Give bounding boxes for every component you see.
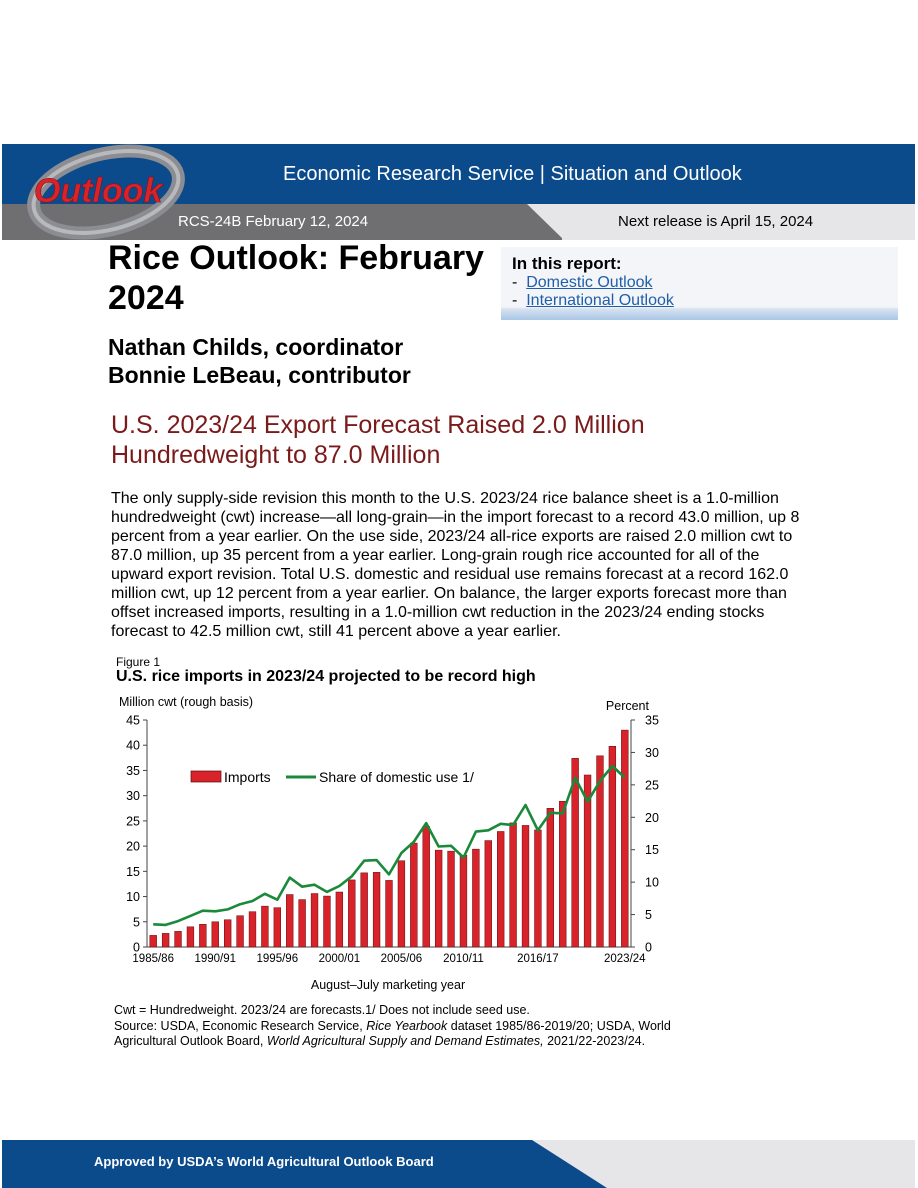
x-axis-label: August–July marketing year bbox=[310, 978, 466, 992]
imports-bar bbox=[311, 894, 318, 947]
domestic-outlook-link[interactable]: Domestic Outlook bbox=[526, 274, 653, 291]
report-link-row bbox=[512, 274, 652, 292]
legend-share-label: Share of domestic use 1/ bbox=[319, 769, 474, 785]
author-coordinator: Nathan Childs, coordinator bbox=[108, 334, 404, 360]
y2-tick-label: 25 bbox=[645, 778, 659, 793]
in-this-report-heading: In this report: bbox=[512, 254, 622, 273]
imports-bar bbox=[621, 730, 628, 947]
imports-bar bbox=[237, 916, 244, 947]
imports-bar bbox=[212, 922, 219, 947]
y-axis-label: Million cwt (rough basis) bbox=[119, 695, 254, 709]
author-contributor: Bonnie LeBeau, contributor bbox=[108, 362, 411, 388]
y-tick-label: 10 bbox=[126, 890, 140, 905]
imports-bar bbox=[535, 830, 542, 947]
imports-bar bbox=[609, 746, 616, 947]
imports-bar bbox=[286, 895, 293, 947]
y2-tick-label: 35 bbox=[645, 713, 659, 728]
figure-title: U.S. rice imports in 2023/24 projected to be record high bbox=[116, 668, 536, 685]
imports-bar bbox=[510, 823, 517, 947]
y-tick-label: 20 bbox=[126, 839, 140, 854]
imports-bar bbox=[386, 880, 393, 947]
y2-tick-label: 0 bbox=[645, 940, 652, 955]
imports-bar bbox=[299, 900, 306, 947]
y2-tick-label: 30 bbox=[645, 745, 659, 760]
imports-bar bbox=[435, 850, 442, 947]
y2-tick-label: 10 bbox=[645, 875, 659, 890]
imports-bar bbox=[559, 801, 566, 947]
y2-axis-label: Percent bbox=[605, 699, 649, 713]
imports-bar bbox=[336, 892, 343, 947]
authors bbox=[108, 333, 411, 389]
footnote-source: Source: USDA, Economic Research Service, Rice Yearbook dataset 1985/86-2019/20; USDA, World Agricultural Outlook Board, World Agricultural Supply and Demand Estimates, 2021/22-2023/24. bbox=[114, 1018, 671, 1048]
imports-bar bbox=[361, 873, 368, 947]
imports-bar bbox=[324, 896, 331, 947]
headline: U.S. 2023/24 Export Forecast Raised 2.0 Million Hundredweight to 87.0 Million bbox=[111, 411, 645, 469]
page-title: Rice Outlook: February 2024 bbox=[108, 239, 484, 317]
x-tick-label: 2016/17 bbox=[517, 953, 559, 965]
logo-text: Outlook bbox=[34, 172, 163, 210]
imports-bar bbox=[448, 851, 455, 947]
imports-bar bbox=[522, 825, 529, 947]
y-tick-label: 15 bbox=[126, 864, 140, 879]
x-tick-label: 1985/86 bbox=[132, 953, 174, 965]
x-tick-label: 2023/24 bbox=[604, 953, 646, 965]
imports-bar bbox=[162, 933, 169, 947]
y-tick-label: 5 bbox=[133, 915, 140, 930]
imports-bar bbox=[150, 935, 157, 947]
imports-bar bbox=[410, 843, 417, 947]
imports-bar bbox=[261, 906, 268, 947]
y-tick-label: 40 bbox=[126, 738, 140, 753]
imports-bar bbox=[547, 808, 554, 947]
x-tick-label: 1995/96 bbox=[256, 953, 299, 965]
imports-bar bbox=[460, 855, 467, 947]
imports-bar bbox=[373, 872, 380, 947]
report-link-row bbox=[512, 292, 674, 310]
legend-imports-label: Imports bbox=[224, 769, 271, 785]
imports-bar bbox=[485, 841, 492, 947]
figure-label: Figure 1 bbox=[116, 655, 161, 669]
y-tick-label: 35 bbox=[126, 763, 140, 778]
y-tick-label: 25 bbox=[126, 814, 140, 829]
banner-title: Economic Research Service | Situation and Outlook bbox=[283, 163, 742, 185]
imports-bar bbox=[497, 831, 504, 947]
outlook-logo bbox=[26, 142, 186, 242]
imports-bar bbox=[398, 861, 405, 947]
bullet: - bbox=[512, 274, 518, 291]
x-tick-label: 1990/91 bbox=[194, 953, 237, 965]
imports-bar bbox=[224, 920, 231, 947]
x-tick-label: 2010/11 bbox=[443, 953, 484, 965]
report-id: RCS-24B February 12, 2024 bbox=[178, 213, 369, 230]
y2-tick-label: 15 bbox=[645, 843, 659, 858]
imports-bar bbox=[199, 924, 206, 947]
x-tick-label: 2005/06 bbox=[380, 953, 423, 965]
imports-bar bbox=[472, 849, 479, 947]
footer-text: Approved by USDA’s World Agricultural Outlook Board bbox=[94, 1154, 434, 1169]
bullet: - bbox=[512, 292, 518, 309]
imports-bar bbox=[274, 908, 281, 947]
figure-footnote bbox=[114, 1003, 714, 1050]
international-outlook-link[interactable]: International Outlook bbox=[526, 292, 674, 309]
next-release: Next release is April 15, 2024 bbox=[618, 213, 814, 230]
y-tick-label: 0 bbox=[133, 940, 140, 955]
body-paragraph: The only supply-side revision this month to the U.S. 2023/24 rice balance sheet is a 1.0-million hundredweight (cwt) increase—all long-grain—in the import forecast to a record 43.0 million, up 8 percent from a year earlier. On the use side, 2023/24 all-rice exports are raised 2.0 million cwt to 87.0 million, up 35 percent from a year earlier. Long-grain rough rice accounted for all of the upward export revision. Total U.S. domestic and residual use remains forecast at a record 162.0 million cwt, up 12 percent from a year earlier. On balance, the larger exports forecast more than offset increased imports, resulting in a 1.0-million cwt reduction in the 2023/24 ending stocks forecast to 42.5 million cwt, still 41 percent above a year earlier. bbox=[111, 490, 800, 640]
imports-bar bbox=[187, 927, 194, 947]
chart-legend bbox=[191, 769, 474, 785]
y-tick-label: 45 bbox=[126, 713, 140, 728]
y2-tick-label: 5 bbox=[645, 908, 652, 923]
imports-bar bbox=[348, 880, 355, 947]
imports-bar bbox=[175, 931, 182, 947]
footnote-line: Cwt = Hundredweight. 2023/24 are forecasts.1/ Does not include seed use. bbox=[114, 1003, 530, 1017]
imports-bar bbox=[249, 912, 256, 947]
y2-tick-label: 20 bbox=[645, 810, 659, 825]
legend-imports-swatch bbox=[191, 771, 221, 782]
imports-bar bbox=[423, 826, 430, 947]
y-tick-label: 30 bbox=[126, 789, 140, 804]
imports-chart bbox=[100, 690, 660, 996]
x-tick-label: 2000/01 bbox=[318, 953, 361, 965]
